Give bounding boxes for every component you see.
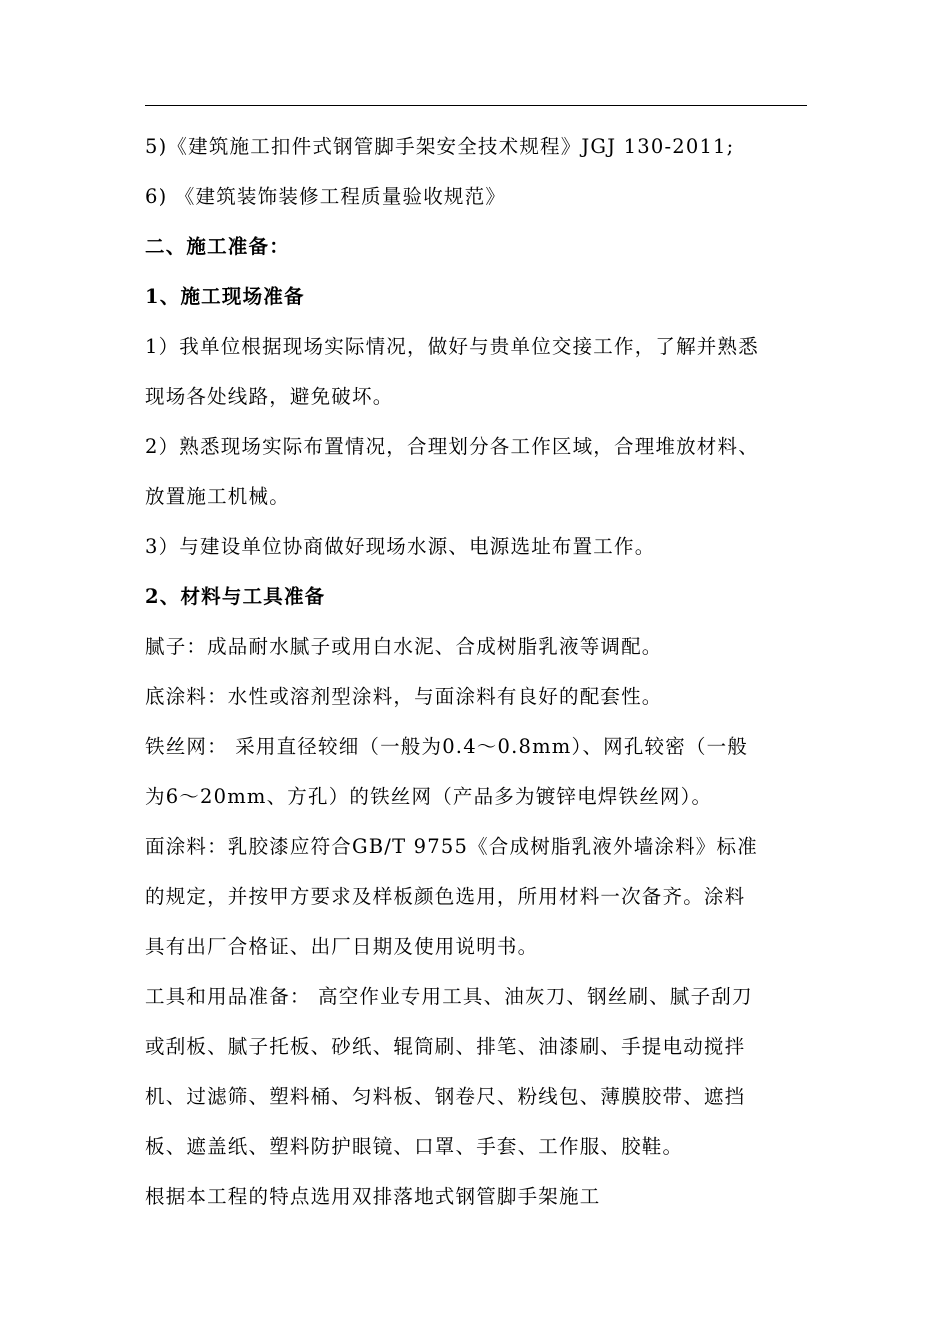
body-line: 板、遮盖纸、塑料防护眼镜、口罩、手套、工作服、胶鞋。	[145, 1135, 684, 1158]
body-line: 现场各处线路，避免破坏。	[145, 385, 394, 408]
body-line: 铁丝网： 采用直径较细（一般为0.4～0.8mm）、网孔较密（一般	[145, 735, 749, 758]
body-line: 腻子：成品耐水腻子或用白水泥、合成树脂乳液等调配。	[145, 635, 663, 658]
subsection-heading: 2、材料与工具准备	[145, 585, 326, 608]
body-line: 1）我单位根据现场实际情况，做好与贵单位交接工作，了解并熟悉	[145, 335, 759, 358]
body-line: 具有出厂合格证、出厂日期及使用说明书。	[145, 935, 539, 958]
body-line: 面涂料：乳胶漆应符合GB/T 9755《合成树脂乳液外墙涂料》标准	[145, 835, 758, 858]
subsection-heading: 1、施工现场准备	[145, 285, 305, 308]
body-line: 2）熟悉现场实际布置情况，合理划分各工作区域，合理堆放材料、	[145, 435, 759, 458]
body-line: 为6～20mm、方孔）的铁丝网（产品多为镀锌电焊铁丝网）。	[145, 785, 713, 808]
body-line: 机、过滤筛、塑料桶、匀料板、钢卷尺、粉线包、薄膜胶带、遮挡	[145, 1085, 746, 1108]
body-line: 的规定，并按甲方要求及样板颜色选用，所用材料一次备齐。涂料	[145, 885, 746, 908]
header-rule	[145, 105, 807, 106]
body-line: 5)《建筑施工扣件式钢管脚手架安全技术规程》JGJ 130-2011;	[145, 135, 735, 158]
body-line: 底涂料：水性或溶剂型涂料，与面涂料有良好的配套性。	[145, 685, 663, 708]
body-line: 根据本工程的特点选用双排落地式钢管脚手架施工	[145, 1185, 601, 1208]
body-line: 3）与建设单位协商做好现场水源、电源选址布置工作。	[145, 535, 656, 558]
body-line: 放置施工机械。	[145, 485, 290, 508]
document-body	[145, 122, 815, 1222]
body-line: 工具和用品准备： 高空作业专用工具、油灰刀、钢丝刷、腻子刮刀	[145, 985, 753, 1008]
section-heading: 二、施工准备：	[145, 235, 290, 258]
body-line: 或刮板、腻子托板、砂纸、辊筒刷、排笔、油漆刷、手提电动搅拌	[145, 1035, 746, 1058]
body-line: 6) 《建筑装饰装修工程质量验收规范》	[145, 185, 507, 208]
